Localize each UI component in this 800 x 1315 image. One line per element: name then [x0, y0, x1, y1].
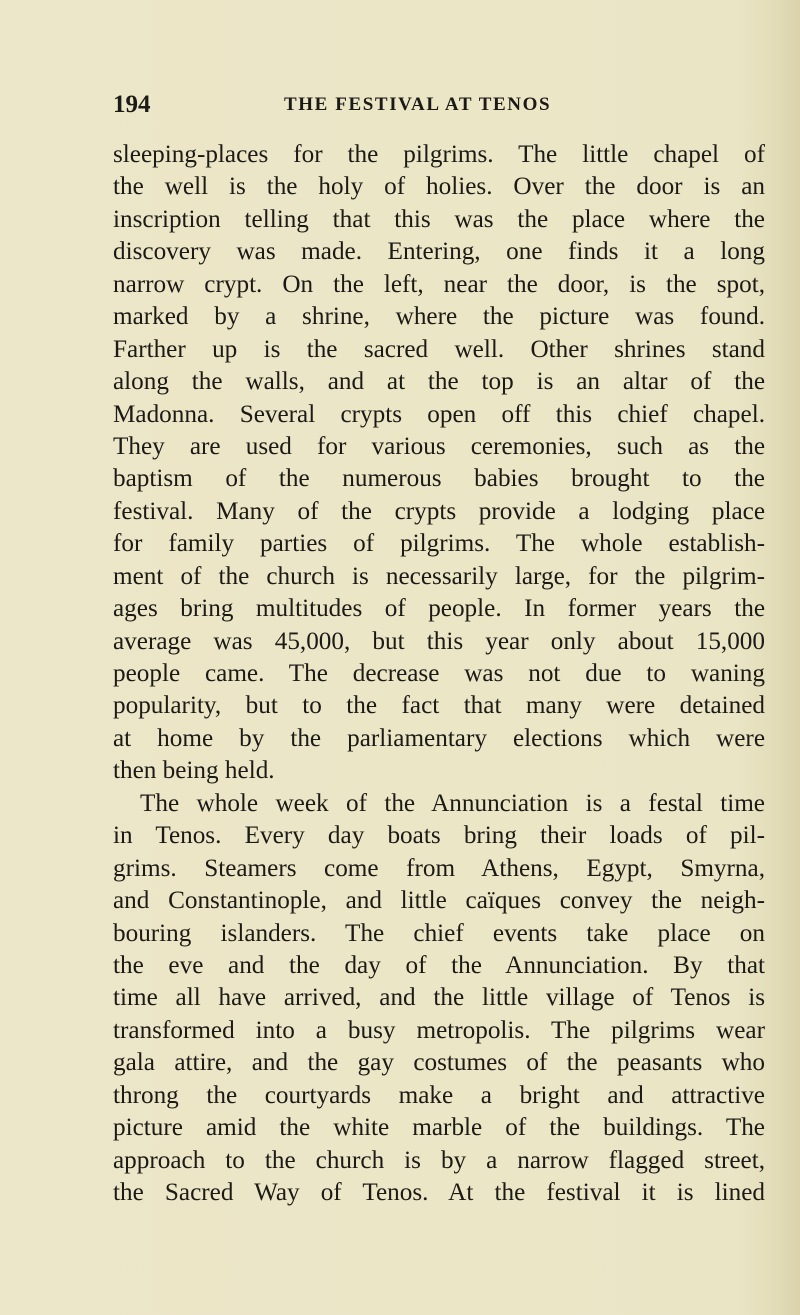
text-line: They are used for various ceremonies, such as the: [113, 432, 765, 460]
text-line: people came. The decrease was not due to waning: [113, 660, 765, 687]
text-line: popularity, but to the fact that many were detained: [113, 692, 765, 720]
text-line: festival. Many of the crypts provide a lodging place: [113, 497, 765, 525]
text-line: sleeping-places for the pilgrims. The little chapel of: [113, 141, 765, 168]
text-line: bouring islanders. The chief events take place on: [113, 919, 765, 947]
paragraph: [113, 139, 765, 788]
page-number: 194: [113, 91, 151, 118]
text-line: in Tenos. Every day boats bring their loads of pil-: [113, 822, 765, 850]
text-line: the well is the holy of holies. Over the door is an: [113, 173, 765, 201]
text-line: time all have arrived, and the little village of Tenos is: [113, 984, 765, 1012]
text-line: discovery was made. Entering, one finds it a long: [113, 238, 765, 266]
page-header: [113, 90, 761, 120]
text-line: Farther up is the sacred well. Other shrines stand: [113, 335, 765, 363]
text-line: ages bring multitudes of people. In former years the: [113, 595, 765, 623]
text-line: narrow crypt. On the left, near the door, is the spot,: [113, 270, 765, 298]
body-text: [113, 139, 765, 1209]
text-line: grims. Steamers come from Athens, Egypt, Smyrna,: [113, 854, 765, 882]
text-line: The whole week of the Annunciation is a festal time: [140, 789, 765, 817]
text-line: and Constantinople, and little caïques convey the neigh-: [113, 887, 765, 915]
text-line: the Sacred Way of Tenos. At the festival it is lined: [113, 1179, 765, 1206]
text-line: approach to the church is by a narrow flagged street,: [113, 1146, 765, 1174]
text-line: picture amid the white marble of the buildings. The: [113, 1114, 765, 1142]
text-line: average was 45,000, but this year only about 15,000: [113, 627, 765, 655]
text-line: at home by the parliamentary elections which were: [113, 724, 765, 752]
text-line: then being held.: [113, 757, 275, 785]
text-line: along the walls, and at the top is an altar of the: [113, 368, 765, 396]
paragraph: [113, 788, 765, 1210]
text-line: transformed into a busy metropolis. The pilgrims wear: [113, 1016, 765, 1044]
text-line: for family parties of pilgrims. The whole establish-: [113, 530, 765, 558]
text-line: throng the courtyards make a bright and attractive: [113, 1081, 765, 1109]
text-line: ment of the church is necessarily large, for the pilgrim-: [113, 562, 765, 590]
text-line: Madonna. Several crypts open off this chief chapel.: [113, 400, 765, 428]
running-head: THE FESTIVAL AT TENOS: [284, 94, 552, 115]
text-line: gala attire, and the gay costumes of the peasants who: [113, 1049, 765, 1077]
text-line: marked by a shrine, where the picture was found.: [113, 303, 765, 331]
text-line: baptism of the numerous babies brought to the: [113, 465, 765, 493]
text-line: the eve and the day of the Annunciation. By that: [113, 951, 765, 979]
text-line: inscription telling that this was the place where the: [113, 205, 765, 233]
